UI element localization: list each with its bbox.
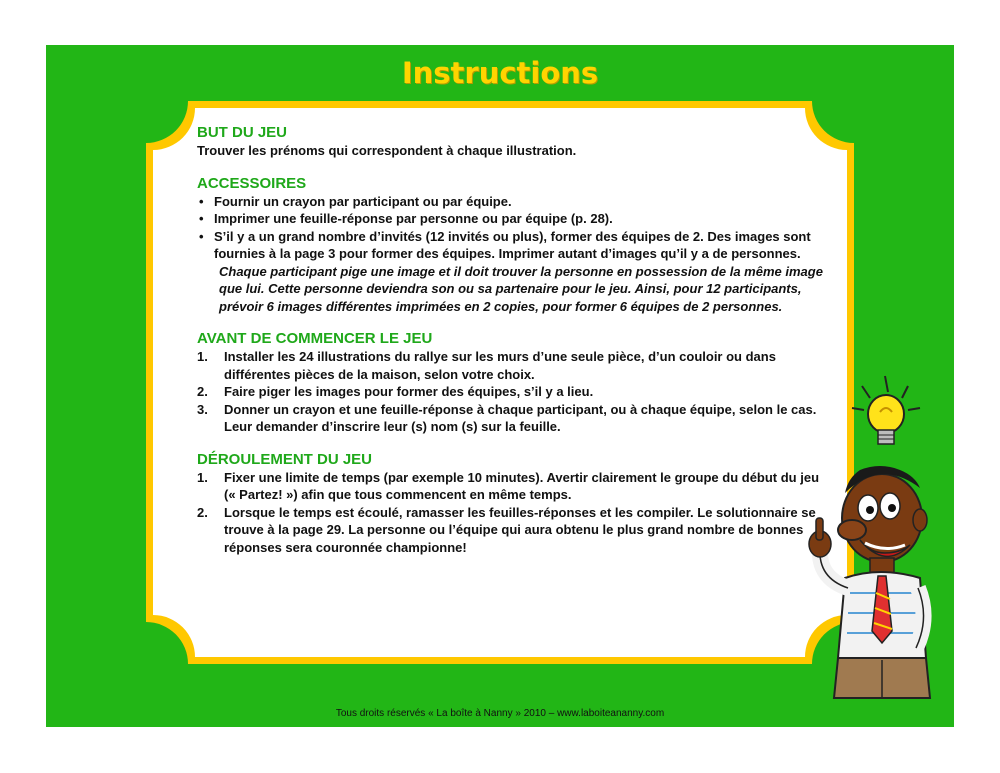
bullet-mark: •: [199, 193, 204, 209]
list-item: • S’il y a un grand nombre d’invités (12 invités ou plus), former des équipes de 2. Des images sont fournies à la page 3 pour former des équipes. Imprimer autant d’images qu’il y a de personnes.: [199, 228, 811, 261]
bullet-mark: •: [199, 211, 204, 226]
page-title: Instructions: [401, 56, 599, 90]
bullet-list: [197, 193, 827, 263]
section-heading: ACCESSOIRES: [197, 174, 307, 192]
section-text: Trouver les prénoms qui correspondent à chaque illustration.: [197, 143, 577, 158]
list-item: 1. Fixer une limite de temps (par exemple 10 minutes). Avertir clairement le groupe du début du jeu (« Partez! ») afin que tous commencent en même temps.: [197, 469, 820, 502]
section-deroulement: [197, 450, 827, 557]
section-heading: AVANT DE COMMENCER LE JEU: [197, 330, 433, 347]
instructions-content: [197, 123, 827, 570]
list-item: • Imprimer une feuille-réponse par personne ou par équipe (p. 28).: [199, 211, 613, 226]
lightbulb-icon: [852, 376, 920, 444]
italic-note: Chaque participant pige une image et il doit trouver la personne en possession de la même image que lui. Cette personne deviendra son ou sa partenaire pour le jeu. Ainsi, pour 12 participants, prévoir 6 images différentes imprimées en 2 copies, pour former 6 équipes de 2 personnes.: [219, 263, 823, 314]
bullet-mark: •: [199, 228, 204, 244]
list-item: 3. Donner un crayon et une feuille-réponse à chaque participant, ou à chaque équipe, selon le cas. Leur demander d’inscrire leur (s) nom (s) sur la feuille.: [197, 401, 817, 434]
list-item: 1. Installer les 24 illustrations du rallye sur les murs d’une seule pièce, d’un couloir ou dans différentes pièces de la maison, selon votre choix.: [197, 349, 776, 382]
cartoon-man-illustration: [790, 368, 950, 708]
section-accessoires: [197, 174, 827, 316]
list-item: 2. Faire piger les images pour former des équipes, s’il y a lieu.: [197, 384, 594, 399]
numbered-list: [197, 469, 827, 557]
footer-copyright: Tous droits réservés « La boîte à Nanny » 2010 – www.laboiteananny.com: [335, 708, 665, 719]
numbered-list: [197, 348, 827, 436]
list-item: 2. Lorsque le temps est écoulé, ramasser les feuilles-réponses et les compiler. Le solutionnaire se trouve à la page 29. La personne ou l’équipe qui aura obtenu le plus grand nombre de bonnes réponses sera couronnée championne!: [197, 504, 816, 555]
list-item: • Fournir un crayon par participant ou par équipe.: [199, 193, 512, 209]
section-but: [197, 123, 827, 160]
section-heading: BUT DU JEU: [197, 124, 288, 141]
section-heading: DÉROULEMENT DU JEU: [197, 450, 373, 468]
section-avant: [197, 329, 827, 436]
